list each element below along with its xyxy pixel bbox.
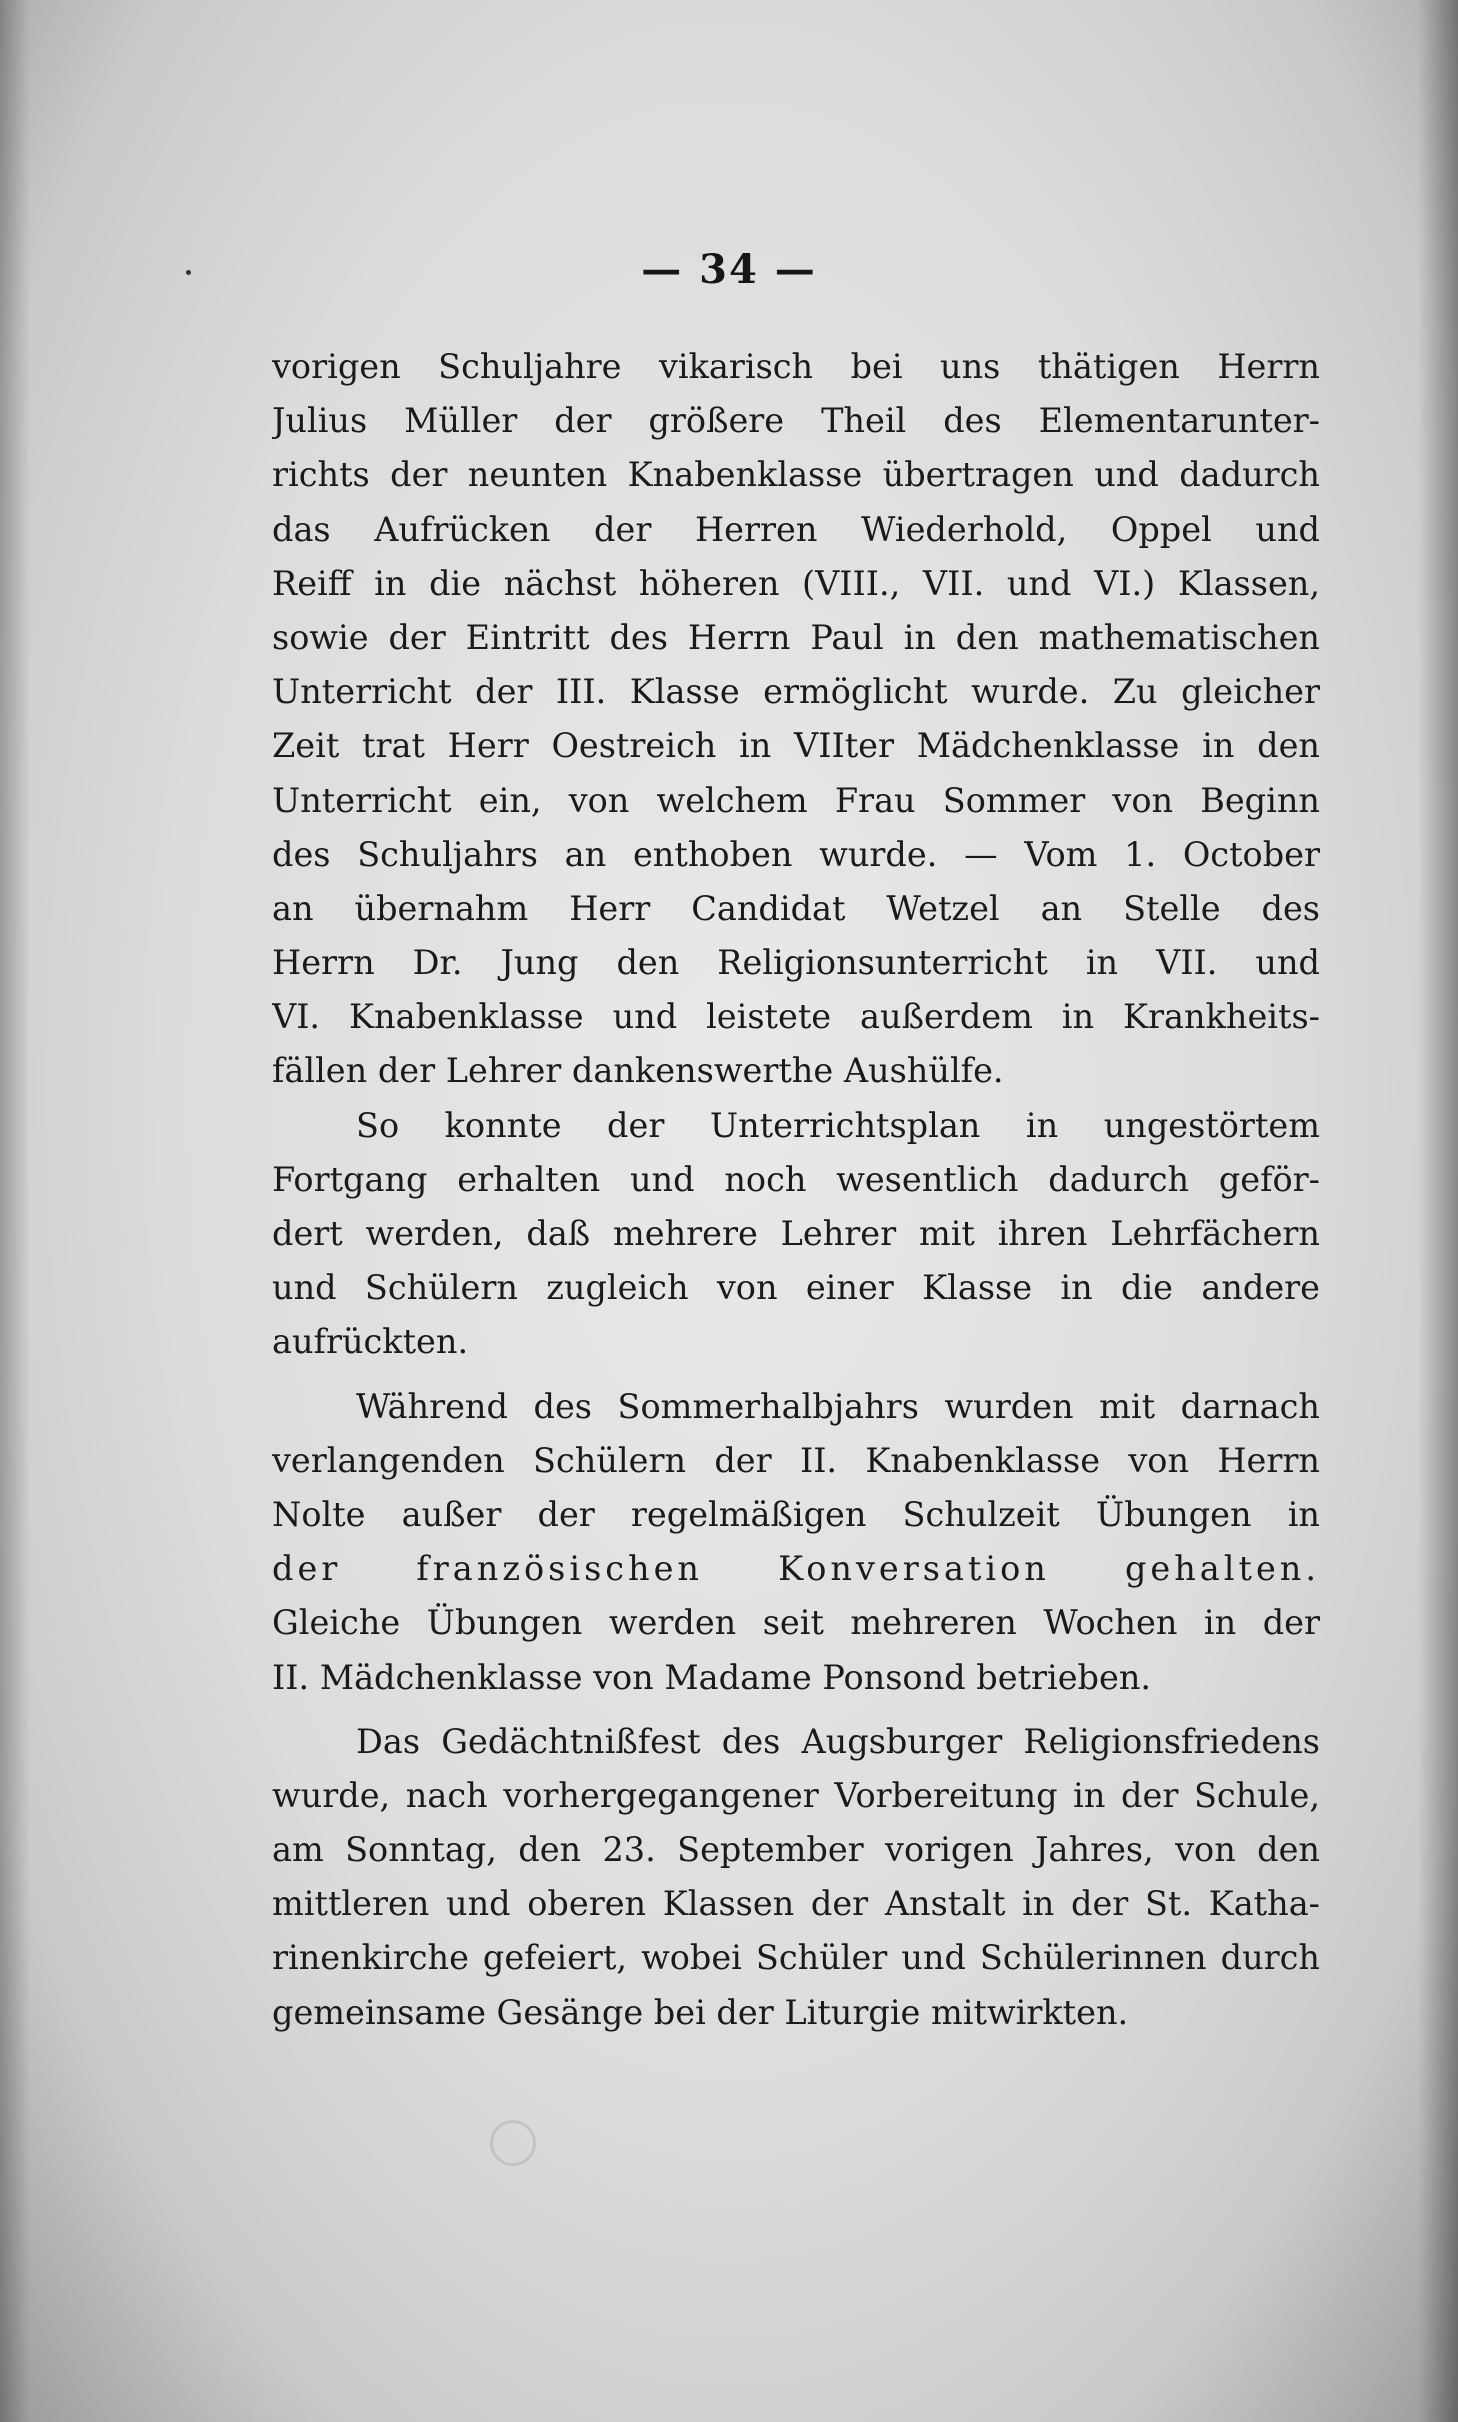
text-line: Nolte außer der regelmäßigen Schulzeit Übungen in [272, 1494, 1320, 1534]
text-line: aufrückten. [272, 1322, 469, 1362]
text-line: an übernahm Herr Candidat Wetzel an Stelle des [272, 888, 1320, 928]
text-line: Unterricht ein, von welchem Frau Sommer von Beginn [272, 780, 1320, 820]
page-shadow-left [0, 0, 30, 2422]
text-line: Zeit trat Herr Oestreich in VIIter Mädchenklasse in den [272, 726, 1320, 766]
text-line: Fortgang erhalten und noch wesentlich dadurch geför- [272, 1159, 1320, 1199]
text-line: Reiff in die nächst höheren (VIII., VII. und VI.) Klassen, [272, 563, 1320, 603]
text-line: mittleren und oberen Klassen der Anstalt in der St. Katha- [272, 1884, 1320, 1924]
text-line: Herrn Dr. Jung den Religionsunterricht in VII. und [272, 943, 1320, 983]
text-line: VI. Knabenklasse und leistete außerdem in Krankheits- [272, 997, 1320, 1037]
bleed-through-mark [490, 2120, 536, 2166]
body-text [272, 340, 1320, 2040]
text-line: vorigen Schuljahre vikarisch bei uns thätigen Herrn [272, 347, 1320, 386]
text-line: So konnte der Unterrichtsplan in ungestörtem [356, 1105, 1320, 1145]
text-line: gemeinsame Gesänge bei der Liturgie mitwirkten. [272, 1992, 1129, 2032]
text-line: und Schülern zugleich von einer Klasse in die andere [272, 1268, 1320, 1308]
page-number: — 34 — [641, 246, 817, 293]
text-line: verlangenden Schülern der II. Knabenklasse von Herrn [272, 1440, 1320, 1480]
text-line: wurde, nach vorhergegangener Vorbereitung in der Schule, [272, 1775, 1320, 1815]
paragraph-gap [272, 1705, 1320, 1715]
text-line: das Aufrücken der Herren Wiederhold, Oppel und [272, 509, 1320, 549]
text-line: dert werden, daß mehrere Lehrer mit ihren Lehrfächern [272, 1214, 1320, 1253]
text-line: Unterricht der III. Klasse ermöglicht wurde. Zu gleicher [272, 672, 1320, 712]
text-line: sowie der Eintritt des Herrn Paul in den mathematischen [272, 617, 1320, 657]
text-line: Julius Müller der größere Theil des Elementarunter- [272, 401, 1320, 441]
text-line: Gleiche Übungen werden seit mehreren Wochen in der [272, 1603, 1320, 1643]
text-line: Während des Sommerhalbjahrs wurden mit darnach [356, 1386, 1320, 1426]
text-line: der französischen Konversation gehalten. [272, 1549, 1320, 1589]
text-line: Das Gedächtnißfest des Augsburger Religionsfriedens [356, 1721, 1320, 1761]
text-line: fällen der Lehrer dankenswerthe Aushülfe. [272, 1051, 1004, 1091]
page-shadow-right [1418, 0, 1458, 2422]
text-line: des Schuljahrs an enthoben wurde. — Vom 1. October [272, 834, 1320, 874]
paragraph-gap [272, 1370, 1320, 1380]
text-line: richts der neunten Knabenklasse übertragen und dadurch [272, 455, 1320, 495]
text-line: II. Mädchenklasse von Madame Ponsond betrieben. [272, 1657, 1152, 1697]
text-line: rinenkirche gefeiert, wobei Schüler und Schülerinnen durch [272, 1938, 1320, 1978]
text-line: am Sonntag, den 23. September vorigen Jahres, von den [272, 1830, 1320, 1870]
